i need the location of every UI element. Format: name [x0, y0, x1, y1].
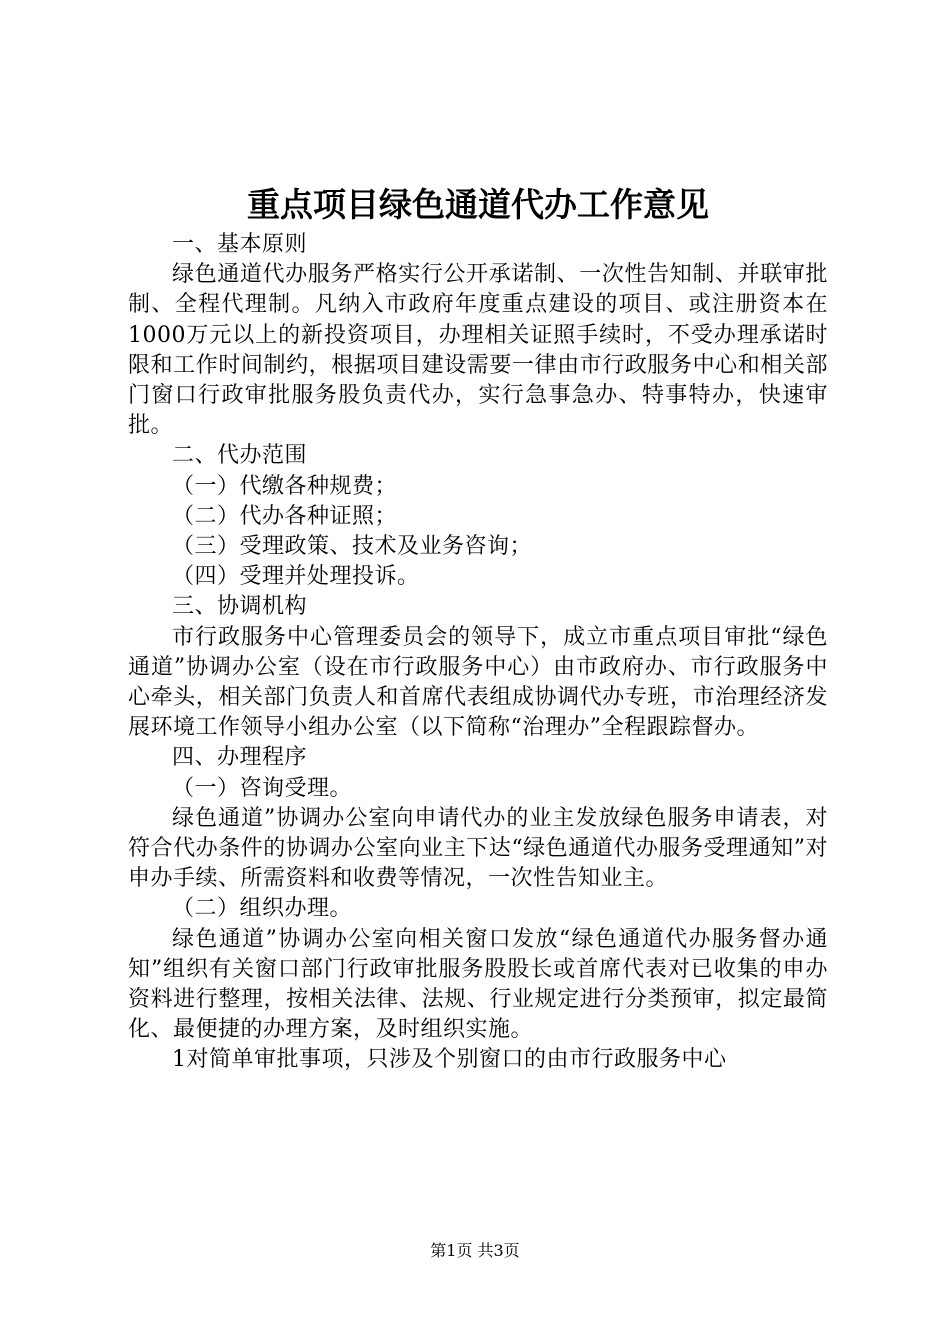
- page-footer: 第1页 共3页: [430, 1241, 520, 1260]
- section-heading: 二、代办范围: [172, 443, 308, 469]
- document-page: [128, 180, 828, 1076]
- subsection-heading: （二）组织办理。: [172, 896, 353, 922]
- body-paragraph: 绿色通道”协调办公室向相关窗口发放“绿色通道代办服务督办通知”组织有关窗口部门行政审批服务股股长或首席代表对已收集的申办资料进行整理，按相关法律、法规、行业规定进行分类预审，拟定最简化、最便捷的办理方案，及时组织实施。: [128, 926, 828, 1043]
- list-item: （二）代办各种证照；: [172, 503, 398, 529]
- list-item: （四）受理并处理投诉。: [172, 564, 420, 590]
- body-paragraph: 市行政服务中心管理委员会的领导下，成立市重点项目审批“绿色通道”协调办公室（设在市行政服务中心）由市政府办、市行政服务中心牵头，相关部门负责人和首席代表组成协调代办专班，市治理经济发展环境工作领导小组办公室（以下简称“治理办”全程跟踪督办。: [128, 624, 828, 741]
- body-paragraph: 绿色通道”协调办公室向申请代办的业主发放绿色服务申请表，对符合代办条件的协调办公室向业主下达“绿色通道代办服务受理通知”对申办手续、所需资料和收费等情况，一次性告知业主。: [128, 805, 828, 892]
- document-body: [128, 230, 828, 1076]
- list-item: （一）代缴各种规费；: [172, 473, 398, 499]
- section-heading: 三、协调机构: [172, 594, 308, 620]
- body-paragraph: 1对简单审批事项，只涉及个别窗口的由市行政服务中心: [172, 1047, 727, 1073]
- subsection-heading: （一）咨询受理。: [172, 775, 353, 801]
- document-title: 重点项目绿色通道代办工作意见: [247, 185, 709, 224]
- section-heading: 四、办理程序: [172, 745, 308, 771]
- body-paragraph: 绿色通道代办服务严格实行公开承诺制、一次性告知制、并联审批制、全程代理制。凡纳入市政府年度重点建设的项目、或注册资本在1000万元以上的新投资项目，办理相关证照手续时，不受办理承诺时限和工作时间制约，根据项目建设需要一律由市行政服务中心和相关部门窗口行政审批服务股负责代办，实行急事急办、特事特办，快速审批。: [128, 262, 828, 439]
- list-item: （三）受理政策、技术及业务咨询；: [172, 534, 533, 560]
- section-heading: 一、基本原则: [172, 232, 308, 257]
